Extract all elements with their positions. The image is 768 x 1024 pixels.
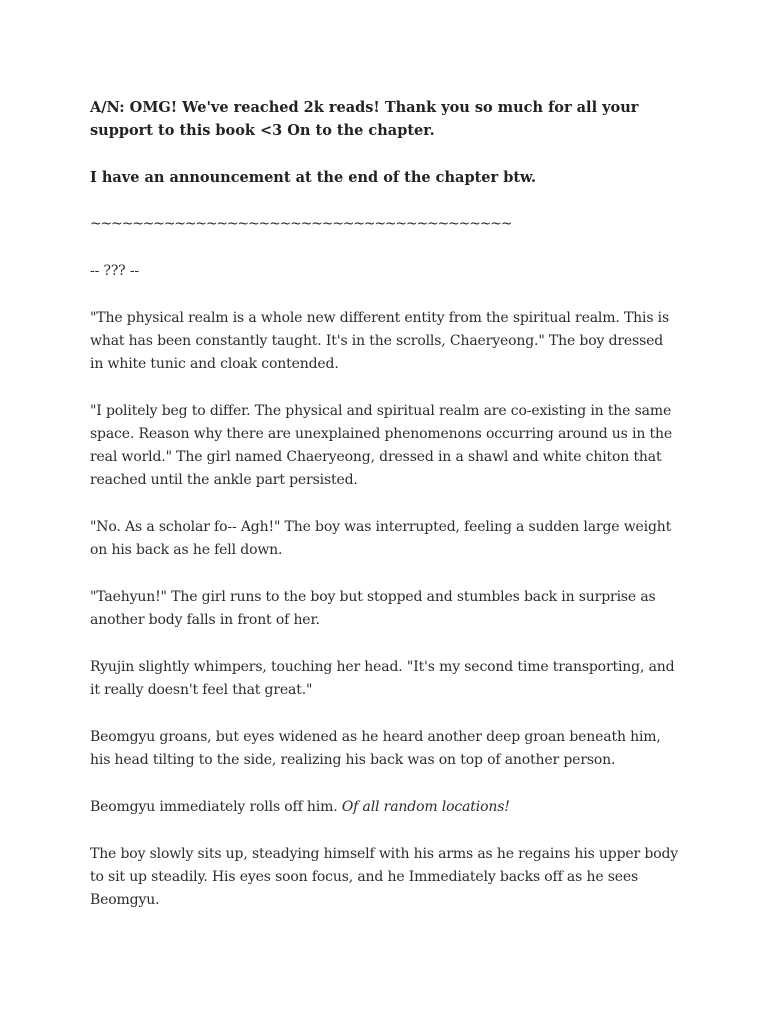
author-note: A/N: OMG! We've reached 2k reads! Thank you so much for all your support to this book <3 On to the chapter. [90, 99, 639, 139]
section-separator: ~~~~~~~~~~~~~~~~~~~~~~~~~~~~~~~~~~~~~~~~ [90, 216, 512, 232]
paragraph-4: "Taehyun!" The girl runs to the boy but stopped and stumbles back in surprise as another body falls in front of her. [90, 589, 656, 628]
paragraph-6: Beomgyu groans, but eyes widened as he heard another deep groan beneath him, his head tilting to the side, realizing his back was on top of another person. [90, 729, 661, 768]
document-page [90, 96, 680, 936]
pov-marker: -- ??? -- [90, 263, 139, 279]
paragraph-8: The boy slowly sits up, steadying himself with his arms as he regains his upper body to sit up steadily. His eyes soon focus, and he Immediately backs off as he sees Beomgyu. [90, 846, 679, 908]
paragraph-7-text: Beomgyu immediately rolls off him. [90, 799, 342, 815]
paragraph-5: Ryujin slightly whimpers, touching her head. "It's my second time transporting, and it really doesn't feel that great." [90, 659, 675, 698]
paragraph-3: "No. As a scholar fo-- Agh!" The boy was interrupted, feeling a sudden large weight on his back as he fell down. [90, 519, 672, 558]
paragraph-7 [90, 796, 680, 819]
paragraph-2: "I politely beg to differ. The physical and spiritual realm are co-existing in the same space. Reason why there are unexplained phenomenons occurring around us in the real world." The girl named Chaeryeong, dressed in a shawl and white chiton that reached until the ankle part persisted. [90, 403, 672, 488]
paragraph-1: "The physical realm is a whole new different entity from the spiritual realm. This is what has been constantly taught. It's in the scrolls, Chaeryeong." The boy dressed in white tunic and cloak contended. [90, 310, 670, 372]
paragraph-7-italic: Of all random locations! [341, 799, 510, 815]
announcement-note: I have an announcement at the end of the chapter btw. [90, 169, 537, 186]
